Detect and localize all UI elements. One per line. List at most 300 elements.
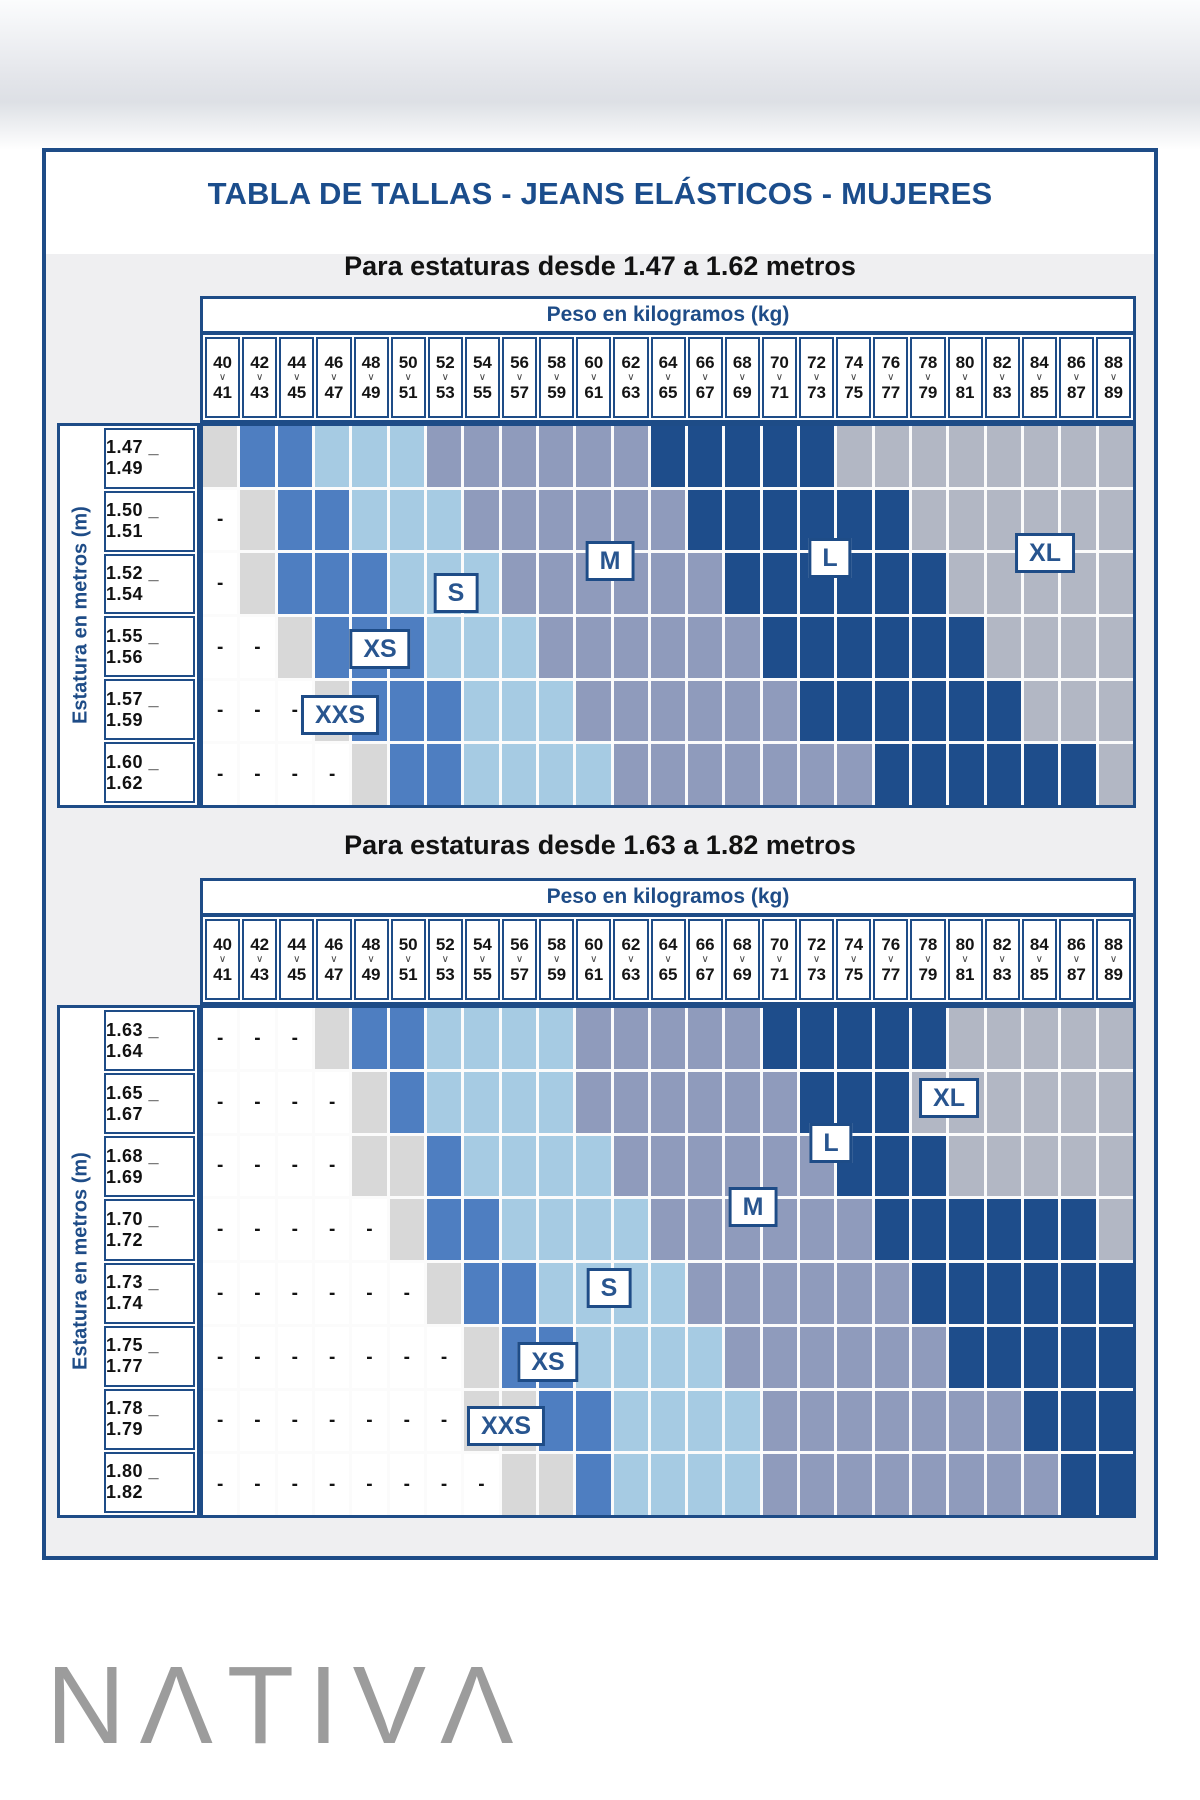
- size-cell: [1099, 1136, 1133, 1197]
- size-cell: [278, 490, 312, 551]
- size-cell: [539, 617, 573, 678]
- size-cell: [614, 744, 648, 805]
- size-cell: [614, 617, 648, 678]
- size-cell: [651, 1454, 685, 1515]
- size-cell: [688, 681, 722, 742]
- size-cell: [1061, 617, 1095, 678]
- range-chevron-icon: ∨: [330, 953, 338, 965]
- weight-col-72-73: 72 ∨ 73: [799, 919, 834, 1000]
- size-cell: [464, 1263, 498, 1324]
- size-cell: [837, 426, 871, 487]
- range-chevron-icon: ∨: [367, 371, 375, 383]
- weight-col-74-75: 74 ∨ 75: [836, 919, 871, 1000]
- size-cell: [1024, 1072, 1058, 1133]
- size-cell: [502, 1008, 536, 1069]
- height-row-label: 1.47 _ 1.49: [104, 428, 195, 489]
- size-cell: [539, 1454, 573, 1515]
- size-cell: [576, 1072, 610, 1133]
- size-cell: [725, 617, 759, 678]
- size-cell: [539, 1072, 573, 1133]
- weight-col-88-89: 88 ∨ 89: [1096, 337, 1131, 418]
- weight-col-42-43: 42 ∨ 43: [242, 337, 277, 418]
- size-cell: [912, 1008, 946, 1069]
- size-cell: [912, 1391, 946, 1452]
- range-chevron-icon: ∨: [590, 953, 598, 965]
- size-cell: [837, 1391, 871, 1452]
- size-label-xxs: XXS: [467, 1406, 545, 1446]
- size-cell: -: [240, 1199, 274, 1260]
- range-chevron-icon: ∨: [590, 371, 598, 383]
- size-cell: [614, 426, 648, 487]
- size-cell: [912, 1199, 946, 1260]
- size-cell: -: [315, 1072, 349, 1133]
- size-cell: [614, 1327, 648, 1388]
- size-cell: [502, 744, 536, 805]
- size-cell: [1024, 1136, 1058, 1197]
- height-label-column: [102, 426, 197, 805]
- size-cell: [427, 1072, 461, 1133]
- size-cell: [912, 490, 946, 551]
- size-cell: [912, 426, 946, 487]
- size-cell: -: [278, 744, 312, 805]
- size-cell: [352, 1072, 386, 1133]
- size-cell: [539, 1199, 573, 1260]
- table1-subtitle: Para estaturas desde 1.47 a 1.62 metros: [344, 251, 856, 281]
- size-cell: [502, 681, 536, 742]
- size-cell: [614, 1199, 648, 1260]
- range-chevron-icon: ∨: [218, 371, 227, 383]
- range-chevron-icon: ∨: [887, 953, 895, 965]
- size-cell: -: [427, 1454, 461, 1515]
- size-cell: [949, 1136, 983, 1197]
- weight-col-84-85: 84 ∨ 85: [1022, 337, 1057, 418]
- range-chevron-icon: ∨: [998, 371, 1006, 383]
- weight-col-82-83: 82 ∨ 83: [985, 919, 1020, 1000]
- weight-col-50-51: 50 ∨ 51: [391, 919, 426, 1000]
- size-cell: [1099, 426, 1133, 487]
- size-label-m: M: [586, 541, 635, 581]
- size-cell: [949, 1327, 983, 1388]
- range-chevron-icon: ∨: [738, 371, 746, 383]
- size-cell: [912, 681, 946, 742]
- size-cell: [800, 681, 834, 742]
- size-cell: [390, 1136, 424, 1197]
- size-cell: -: [352, 1327, 386, 1388]
- size-cell: [576, 617, 610, 678]
- size-cell: [725, 1263, 759, 1324]
- size-cell: [240, 490, 274, 551]
- weight-col-40-41: 40 ∨ 41: [205, 919, 240, 1000]
- size-cell: [725, 1454, 759, 1515]
- size-cell: [1024, 1199, 1058, 1260]
- size-cell: [539, 681, 573, 742]
- size-cell: [427, 1263, 461, 1324]
- size-cell: [800, 1391, 834, 1452]
- size-cell: -: [203, 1454, 237, 1515]
- size-cell: [390, 681, 424, 742]
- size-cell: [688, 1391, 722, 1452]
- size-cell: [987, 1327, 1021, 1388]
- size-cell: [912, 1263, 946, 1324]
- size-cell: -: [278, 1327, 312, 1388]
- size-cell: [502, 1136, 536, 1197]
- size-cell: [875, 1263, 909, 1324]
- size-cell: [949, 1391, 983, 1452]
- weight-col-44-45: 44 ∨ 45: [279, 919, 314, 1000]
- size-cell: [763, 1454, 797, 1515]
- size-cell: [688, 1454, 722, 1515]
- size-label-xl: XL: [1015, 533, 1075, 573]
- size-cell: [763, 1263, 797, 1324]
- size-cell: [763, 617, 797, 678]
- size-cell: [464, 1327, 498, 1388]
- size-cell: [651, 1072, 685, 1133]
- range-chevron-icon: ∨: [1035, 953, 1043, 965]
- size-cell: [502, 490, 536, 551]
- size-cell: [987, 617, 1021, 678]
- weight-col-70-71: 70 ∨ 71: [762, 337, 797, 418]
- size-cell: [427, 617, 461, 678]
- range-chevron-icon: ∨: [812, 953, 821, 965]
- size-cell: [502, 617, 536, 678]
- range-chevron-icon: ∨: [478, 371, 487, 383]
- size-cell: [427, 1008, 461, 1069]
- weight-columns-row: [203, 917, 1133, 1002]
- size-cell: [1099, 1199, 1133, 1260]
- weight-col-82-83: 82 ∨ 83: [985, 337, 1020, 418]
- size-cell: [539, 1263, 573, 1324]
- size-cell: [1099, 553, 1133, 614]
- size-label-s: S: [434, 573, 479, 613]
- size-cell: [763, 1391, 797, 1452]
- size-cell: [688, 1263, 722, 1324]
- weight-col-66-67: 66 ∨ 67: [688, 337, 723, 418]
- size-cell: -: [203, 553, 237, 614]
- brand-logo: NΛTIVΛ: [46, 1644, 528, 1767]
- weight-col-66-67: 66 ∨ 67: [688, 919, 723, 1000]
- size-cell: [688, 426, 722, 487]
- size-cell: -: [203, 1008, 237, 1069]
- size-cell: [352, 490, 386, 551]
- size-cell: -: [352, 1263, 386, 1324]
- size-cell: [763, 490, 797, 551]
- height-row-label: 1.65 _ 1.67: [104, 1073, 195, 1134]
- size-cell: [688, 744, 722, 805]
- table1-weight-header: [200, 296, 1136, 423]
- weight-axis-label: Peso en kilogramos (kg): [203, 881, 1133, 917]
- size-cell: [1099, 681, 1133, 742]
- size-cell: [427, 1199, 461, 1260]
- size-cell: -: [240, 617, 274, 678]
- size-cell: -: [203, 490, 237, 551]
- weight-col-46-47: 46 ∨ 47: [316, 337, 351, 418]
- size-cell: [949, 1199, 983, 1260]
- size-cell: [837, 1263, 871, 1324]
- size-cell: [800, 1199, 834, 1260]
- size-cell: [949, 1263, 983, 1324]
- range-chevron-icon: ∨: [515, 953, 524, 965]
- size-cell: [875, 681, 909, 742]
- size-cell: [502, 426, 536, 487]
- size-cell: [1061, 426, 1095, 487]
- size-cell: [278, 426, 312, 487]
- range-chevron-icon: ∨: [515, 371, 524, 383]
- size-cell: -: [390, 1454, 424, 1515]
- size-cell: [1024, 744, 1058, 805]
- size-cell: [688, 490, 722, 551]
- size-cell: [837, 744, 871, 805]
- range-chevron-icon: ∨: [924, 371, 932, 383]
- height-row-label: 1.52 _ 1.54: [104, 554, 195, 615]
- size-cell: [763, 681, 797, 742]
- size-cell: [390, 490, 424, 551]
- size-cell: [576, 426, 610, 487]
- weight-col-88-89: 88 ∨ 89: [1096, 919, 1131, 1000]
- size-cell: -: [352, 1199, 386, 1260]
- table1-height-labels: [57, 423, 200, 808]
- size-cell: [912, 553, 946, 614]
- size-cell: [651, 1199, 685, 1260]
- size-cell: [651, 1327, 685, 1388]
- size-cell: [875, 1327, 909, 1388]
- weight-col-60-61: 60 ∨ 61: [576, 919, 611, 1000]
- size-cell: [651, 1008, 685, 1069]
- size-cell: [390, 1008, 424, 1069]
- height-label-column: [102, 1008, 197, 1515]
- weight-col-78-79: 78 ∨ 79: [910, 919, 945, 1000]
- size-cell: -: [352, 1454, 386, 1515]
- weight-col-70-71: 70 ∨ 71: [762, 919, 797, 1000]
- size-cell: [688, 1008, 722, 1069]
- range-chevron-icon: ∨: [293, 953, 301, 965]
- size-cell: [763, 426, 797, 487]
- size-cell: [837, 1199, 871, 1260]
- size-cell: [352, 1008, 386, 1069]
- size-label-xl: XL: [919, 1078, 979, 1118]
- weight-col-76-77: 76 ∨ 77: [873, 337, 908, 418]
- range-chevron-icon: ∨: [218, 953, 227, 965]
- table2-size-grid: [200, 1005, 1136, 1518]
- size-cell: [1061, 1008, 1095, 1069]
- size-cell: [763, 1327, 797, 1388]
- size-cell: -: [352, 1391, 386, 1452]
- weight-col-78-79: 78 ∨ 79: [910, 337, 945, 418]
- size-cell: [1099, 1391, 1133, 1452]
- size-cell: [240, 553, 274, 614]
- size-cell: [614, 1072, 648, 1133]
- size-cell: [837, 681, 871, 742]
- size-cell: [464, 1008, 498, 1069]
- size-cell: [464, 426, 498, 487]
- range-chevron-icon: ∨: [812, 371, 821, 383]
- size-cell: [725, 1327, 759, 1388]
- size-cell: [875, 1199, 909, 1260]
- size-cell: [725, 490, 759, 551]
- size-cell: [464, 617, 498, 678]
- size-cell: [688, 1199, 722, 1260]
- size-cell: -: [390, 1391, 424, 1452]
- size-label-s: S: [587, 1268, 632, 1308]
- size-cell: [502, 1072, 536, 1133]
- size-cell: [539, 553, 573, 614]
- size-cell: [949, 744, 983, 805]
- weight-col-56-57: 56 ∨ 57: [502, 919, 537, 1000]
- height-row-label: 1.60 _ 1.62: [104, 742, 195, 803]
- size-cell: [688, 1136, 722, 1197]
- size-cell: [614, 1008, 648, 1069]
- size-cell: -: [278, 1136, 312, 1197]
- chart-frame: [42, 148, 1158, 1560]
- size-cell: [576, 1199, 610, 1260]
- range-chevron-icon: ∨: [1035, 371, 1043, 383]
- size-cell: -: [315, 1454, 349, 1515]
- size-cell: [614, 681, 648, 742]
- range-chevron-icon: ∨: [1109, 371, 1118, 383]
- size-cell: [1061, 1072, 1095, 1133]
- size-cell: [539, 1008, 573, 1069]
- size-cell: [390, 1072, 424, 1133]
- size-cell: [576, 1136, 610, 1197]
- weight-col-74-75: 74 ∨ 75: [836, 337, 871, 418]
- range-chevron-icon: ∨: [701, 371, 709, 383]
- size-cell: [875, 1136, 909, 1197]
- weight-col-60-61: 60 ∨ 61: [576, 337, 611, 418]
- range-chevron-icon: ∨: [627, 953, 635, 965]
- size-cell: [464, 681, 498, 742]
- range-chevron-icon: ∨: [1109, 953, 1118, 965]
- size-cell: -: [278, 1008, 312, 1069]
- size-cell: [651, 617, 685, 678]
- size-cell: [576, 681, 610, 742]
- range-chevron-icon: ∨: [256, 371, 264, 383]
- table2-weight-header: [200, 878, 1136, 1005]
- weight-col-56-57: 56 ∨ 57: [502, 337, 537, 418]
- size-cell: [763, 1072, 797, 1133]
- weight-col-72-73: 72 ∨ 73: [799, 337, 834, 418]
- range-chevron-icon: ∨: [738, 953, 746, 965]
- size-cell: [502, 1263, 536, 1324]
- weight-col-62-63: 62 ∨ 63: [613, 919, 648, 1000]
- size-cell: [763, 1008, 797, 1069]
- size-cell: [539, 744, 573, 805]
- size-cell: -: [240, 1263, 274, 1324]
- size-cell: [987, 1008, 1021, 1069]
- weight-col-48-49: 48 ∨ 49: [354, 919, 389, 1000]
- size-cell: [949, 490, 983, 551]
- size-label-l: L: [809, 1123, 852, 1163]
- size-cell: [800, 744, 834, 805]
- size-cell: -: [278, 1199, 312, 1260]
- height-row-label: 1.68 _ 1.69: [104, 1136, 195, 1197]
- size-cell: -: [240, 1008, 274, 1069]
- size-cell: [763, 553, 797, 614]
- size-cell: -: [427, 1327, 461, 1388]
- size-cell: -: [278, 1391, 312, 1452]
- size-cell: [651, 1391, 685, 1452]
- size-cell: [987, 681, 1021, 742]
- size-cell: -: [315, 1136, 349, 1197]
- size-cell: -: [203, 744, 237, 805]
- size-cell: [875, 1072, 909, 1133]
- size-cell: [987, 1136, 1021, 1197]
- size-cell: -: [240, 1327, 274, 1388]
- size-cell: [763, 744, 797, 805]
- size-cell: [875, 617, 909, 678]
- range-chevron-icon: ∨: [441, 953, 449, 965]
- size-cell: -: [315, 1199, 349, 1260]
- range-chevron-icon: ∨: [553, 953, 561, 965]
- size-cell: [987, 1391, 1021, 1452]
- size-cell: [875, 1391, 909, 1452]
- size-cell: [1061, 744, 1095, 805]
- range-chevron-icon: ∨: [998, 953, 1006, 965]
- range-chevron-icon: ∨: [664, 953, 672, 965]
- size-cell: -: [390, 1263, 424, 1324]
- size-cell: [688, 617, 722, 678]
- size-cell: -: [390, 1327, 424, 1388]
- size-cell: -: [240, 681, 274, 742]
- size-cell: [539, 490, 573, 551]
- size-cell: [1099, 1263, 1133, 1324]
- size-cell: [688, 1327, 722, 1388]
- weight-col-80-81: 80 ∨ 81: [948, 919, 983, 1000]
- size-label-m: M: [729, 1187, 778, 1227]
- range-chevron-icon: ∨: [367, 953, 375, 965]
- size-label-xs: XS: [349, 629, 410, 669]
- size-cell: [1024, 681, 1058, 742]
- size-cell: -: [278, 1454, 312, 1515]
- size-cell: -: [203, 1136, 237, 1197]
- size-cell: [576, 1391, 610, 1452]
- range-chevron-icon: ∨: [887, 371, 895, 383]
- size-cell: [614, 1391, 648, 1452]
- size-cell: [576, 1454, 610, 1515]
- size-cell: [427, 744, 461, 805]
- range-chevron-icon: ∨: [404, 953, 412, 965]
- size-label-xs: XS: [517, 1342, 578, 1382]
- size-cell: [1099, 744, 1133, 805]
- range-chevron-icon: ∨: [256, 953, 264, 965]
- size-cell: [651, 1136, 685, 1197]
- size-cell: [1061, 1454, 1095, 1515]
- size-cell: [912, 1454, 946, 1515]
- size-label-xxs: XXS: [301, 695, 379, 735]
- size-cell: [278, 617, 312, 678]
- size-cell: [688, 553, 722, 614]
- size-cell: [1099, 490, 1133, 551]
- size-cell: [315, 553, 349, 614]
- size-cell: [1099, 1327, 1133, 1388]
- size-cell: [800, 617, 834, 678]
- size-cell: -: [203, 681, 237, 742]
- size-cell: -: [240, 744, 274, 805]
- size-cell: [651, 490, 685, 551]
- size-cell: [800, 426, 834, 487]
- weight-col-40-41: 40 ∨ 41: [205, 337, 240, 418]
- range-chevron-icon: ∨: [961, 371, 969, 383]
- height-row-label: 1.70 _ 1.72: [104, 1199, 195, 1260]
- size-cell: [875, 426, 909, 487]
- size-cell: [576, 1008, 610, 1069]
- size-cell: [1024, 426, 1058, 487]
- size-cell: [1061, 1263, 1095, 1324]
- range-chevron-icon: ∨: [1072, 953, 1081, 965]
- size-cell: [315, 426, 349, 487]
- size-cell: [1024, 1008, 1058, 1069]
- size-cell: [502, 553, 536, 614]
- range-chevron-icon: ∨: [627, 371, 635, 383]
- weight-col-52-53: 52 ∨ 53: [428, 919, 463, 1000]
